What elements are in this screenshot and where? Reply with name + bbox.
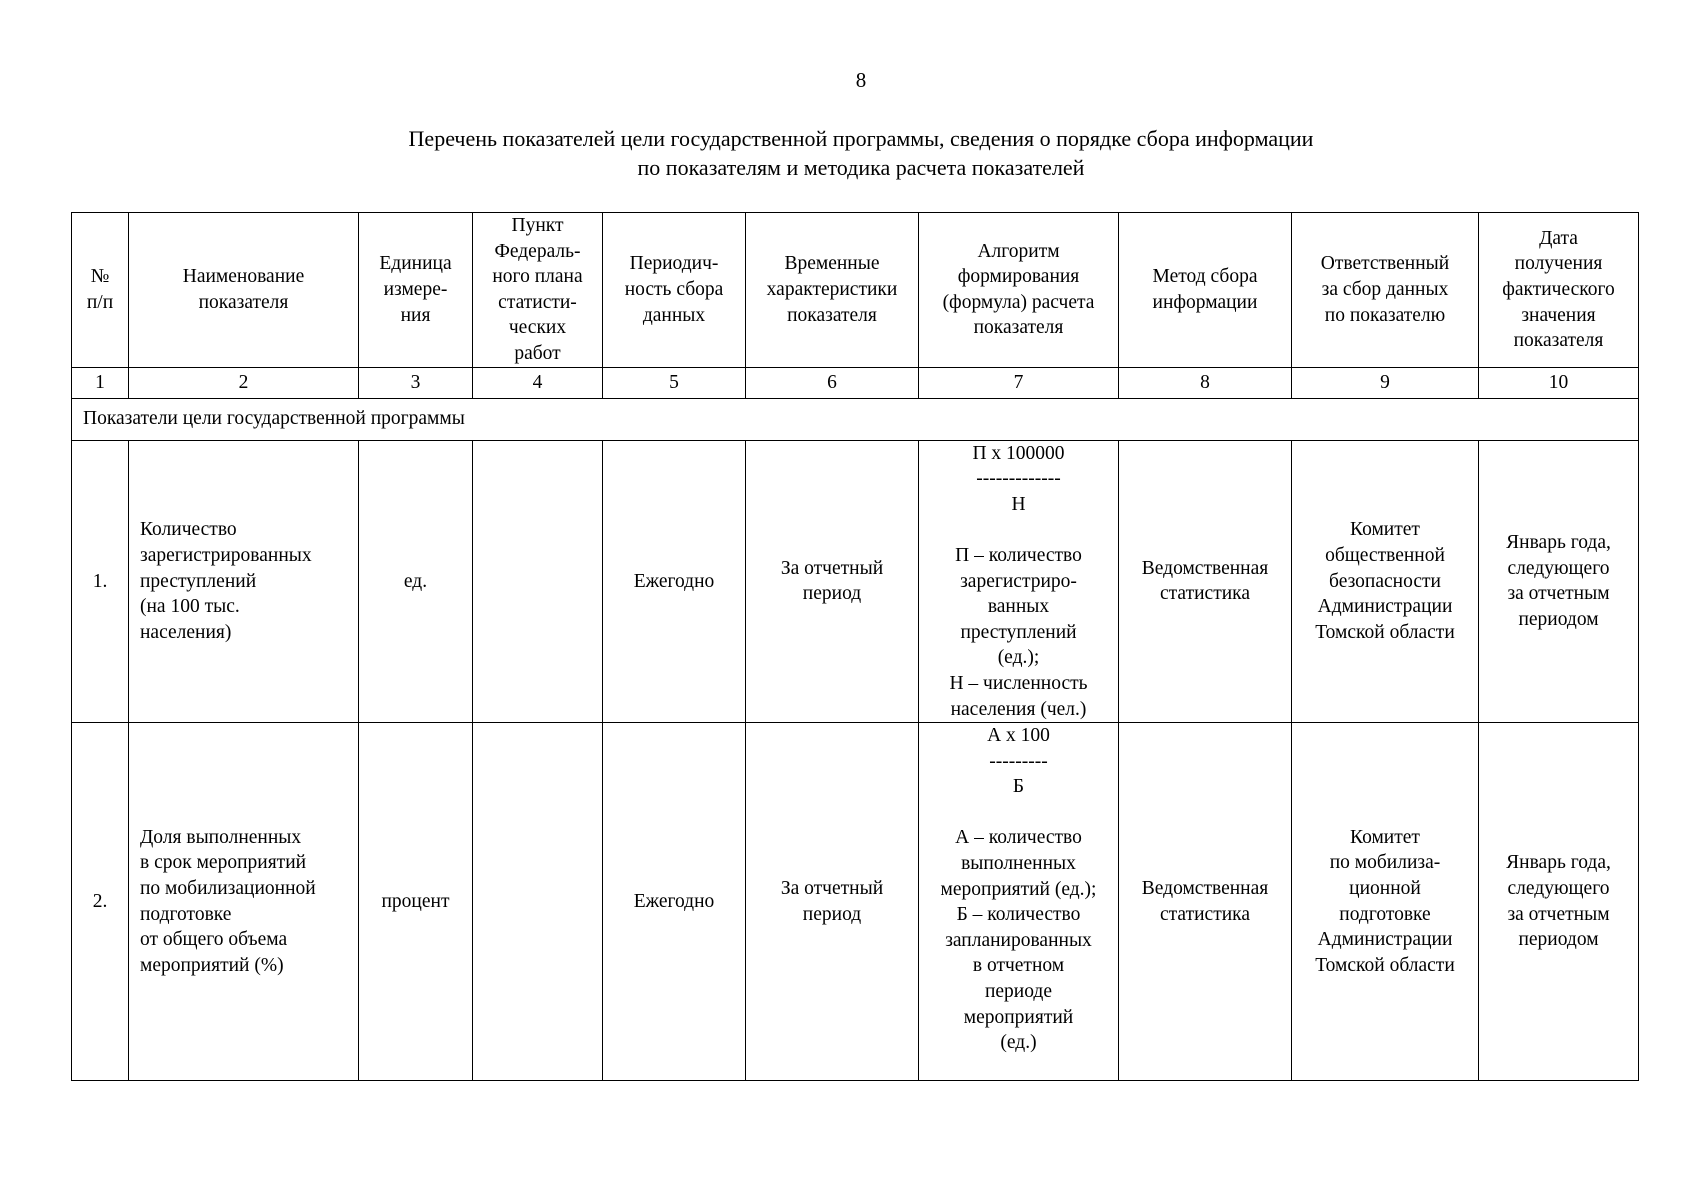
column-number: 2 bbox=[129, 367, 359, 398]
header-cell-time: Временные характеристики показателя bbox=[746, 213, 919, 368]
indicator-formula: А x 100 --------- Б А – количество выполненных мероприятий (ед.); Б – количество запланированных в отчетном периоде мероприятий (ед.) bbox=[919, 723, 1119, 1081]
indicator-method: Ведомственная статистика bbox=[1119, 440, 1292, 723]
document-title-line-2: по показателям и методика расчета показателей bbox=[637, 155, 1085, 180]
header-cell-method: Метод сбора информации bbox=[1119, 213, 1292, 368]
indicator-fed-plan-item bbox=[473, 723, 603, 1081]
row-number: 1. bbox=[72, 440, 129, 723]
column-number: 6 bbox=[746, 367, 919, 398]
indicator-fed-plan-item bbox=[473, 440, 603, 723]
header-cell-responsible: Ответственный за сбор данных по показателю bbox=[1292, 213, 1479, 368]
header-cell-num: № п/п bbox=[72, 213, 129, 368]
indicator-name: Количество зарегистрированных преступлений (на 100 тыс. населения) bbox=[129, 440, 359, 723]
header-cell-date: Дата получения фактического значения показателя bbox=[1479, 213, 1639, 368]
table-header-row bbox=[72, 213, 1639, 368]
indicator-unit: процент bbox=[359, 723, 473, 1081]
indicator-responsible: Комитет общественной безопасности Администрации Томской области bbox=[1292, 440, 1479, 723]
table-row bbox=[72, 440, 1639, 723]
column-number: 10 bbox=[1479, 367, 1639, 398]
indicator-name: Доля выполненных в срок мероприятий по мобилизационной подготовке от общего объема мероприятий (%) bbox=[129, 723, 359, 1081]
column-number: 5 bbox=[603, 367, 746, 398]
indicator-formula: П x 100000 ------------- Н П – количество зарегистриро- ванных преступлений (ед.); Н – численность населения (чел.) bbox=[919, 440, 1119, 723]
column-number: 3 bbox=[359, 367, 473, 398]
header-cell-fed-plan: Пункт Федераль- ного плана статисти- ческих работ bbox=[473, 213, 603, 368]
table-row bbox=[72, 723, 1639, 1081]
page-number: 8 bbox=[855, 68, 867, 92]
header-cell-unit: Единица измере- ния bbox=[359, 213, 473, 368]
indicator-date: Январь года, следующего за отчетным периодом bbox=[1479, 440, 1639, 723]
header-cell-name: Наименование показателя bbox=[129, 213, 359, 368]
section-title: Показатели цели государственной программы bbox=[72, 398, 1639, 440]
document-title bbox=[0, 124, 1698, 182]
indicator-date: Январь года, следующего за отчетным периодом bbox=[1479, 723, 1639, 1081]
header-cell-periodicity: Периодич- ность сбора данных bbox=[603, 213, 746, 368]
indicator-time-characteristics: За отчетный период bbox=[746, 440, 919, 723]
section-row bbox=[72, 398, 1639, 440]
document-title-line-1: Перечень показателей цели государственной программы, сведения о порядке сбора информации bbox=[408, 126, 1314, 151]
column-number: 4 bbox=[473, 367, 603, 398]
column-number: 1 bbox=[72, 367, 129, 398]
indicator-method: Ведомственная статистика bbox=[1119, 723, 1292, 1081]
header-cell-formula: Алгоритм формирования (формула) расчета показателя bbox=[919, 213, 1119, 368]
row-number: 2. bbox=[72, 723, 129, 1081]
column-number: 7 bbox=[919, 367, 1119, 398]
column-number: 9 bbox=[1292, 367, 1479, 398]
column-numbers-row bbox=[72, 367, 1639, 398]
indicator-periodicity: Ежегодно bbox=[603, 440, 746, 723]
indicators-table bbox=[71, 212, 1639, 1081]
indicator-periodicity: Ежегодно bbox=[603, 723, 746, 1081]
indicator-responsible: Комитет по мобилиза- ционной подготовке Администрации Томской области bbox=[1292, 723, 1479, 1081]
indicator-unit: ед. bbox=[359, 440, 473, 723]
indicator-time-characteristics: За отчетный период bbox=[746, 723, 919, 1081]
column-number: 8 bbox=[1119, 367, 1292, 398]
